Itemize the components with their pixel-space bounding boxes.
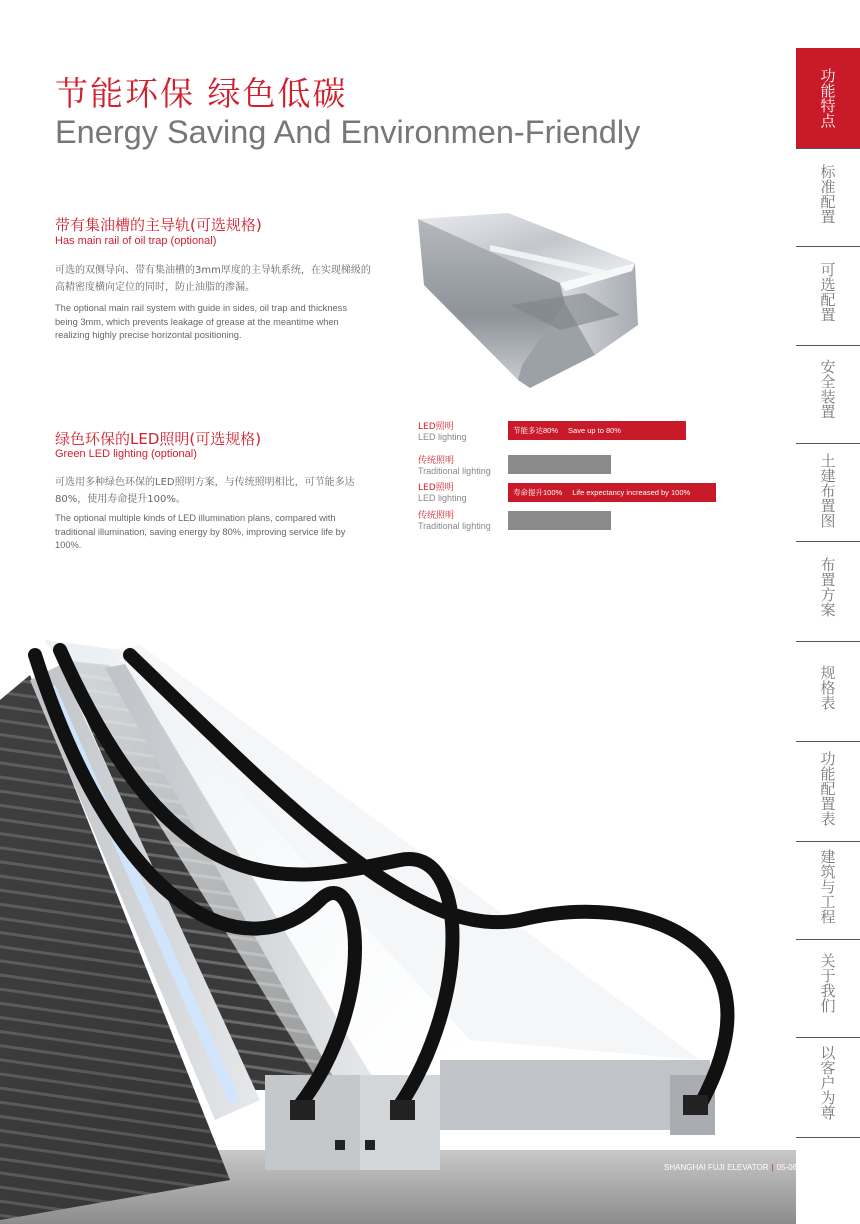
traditional-life-bar	[508, 511, 611, 530]
footer-brand: SHANGHAI FUJI ELEVATOR	[664, 1163, 769, 1172]
tab-optional-config[interactable]: 可选配置	[818, 262, 837, 322]
traditional-energy-bar	[508, 455, 611, 474]
rail-section-body-cn: 可选的双侧导向、带有集油槽的3mm厚度的主导轨系统，在实现梯级的高精密度横向定位的同时，防止油脂的渗漏。	[55, 265, 371, 293]
tab-about-us[interactable]: 关于我们	[818, 953, 837, 1013]
traditional-lighting-label-2: 传统照明 Traditional lighting	[418, 511, 491, 531]
page-footer: SHANGHAI FUJI ELEVATOR | 05-06	[664, 1163, 798, 1172]
led-section-body-en: The optional multiple kinds of LED illumination plans, compared with traditional illumination, saving energy by 80%, improving service life by 100%.	[55, 513, 346, 550]
tab-layout-plans[interactable]: 布置方案	[818, 557, 837, 617]
led-section-title-cn: 绿色环保的LED照明(可选规格)	[55, 430, 262, 448]
tab-safety-devices[interactable]: 安全装置	[818, 359, 837, 419]
side-navigation	[796, 48, 860, 1138]
page-title-en: Energy Saving And Environmen-Friendly	[55, 114, 641, 150]
tab-spec-table[interactable]: 规格表	[818, 665, 837, 710]
tab-customer-first[interactable]: 以客户为尊	[818, 1045, 837, 1120]
tab-civil-layout[interactable]: 土建布置图	[818, 453, 837, 528]
life-expectancy-bar: 寿命提升100% Life expectancy increased by 100%	[508, 483, 716, 502]
main-rail-image	[410, 205, 655, 390]
page-title-cn: 节能环保 绿色低碳	[55, 74, 348, 113]
traditional-lighting-label: 传统照明 Traditional lighting	[418, 456, 491, 476]
led-section-title-en: Green LED lighting (optional)	[55, 448, 197, 460]
led-lighting-label-2: LED照明 LED lighting	[418, 483, 467, 503]
tab-standard-config[interactable]: 标准配置	[818, 164, 837, 224]
tab-function-config[interactable]: 功能配置表	[818, 751, 837, 826]
rail-section-body-en: The optional main rail system with guide in sides, oil trap and thickness being 3mm, which prevents leakage of grease at the meantime when realizing highly precise horizontal positioning.	[55, 303, 347, 340]
tab-features[interactable]: 功能特点	[796, 48, 860, 148]
led-section-body-cn: 可选用多种绿色环保的LED照明方案，与传统照明相比，可节能多达80%，使用寿命提升100%。	[55, 477, 355, 505]
escalator-image	[0, 620, 796, 1224]
led-lighting-label: LED照明 LED lighting	[418, 422, 467, 442]
tab-architecture[interactable]: 建筑与工程	[818, 849, 837, 924]
rail-section-title-cn: 带有集油槽的主导轨(可选规格)	[55, 216, 262, 234]
page-numbers: 05-06	[776, 1163, 798, 1172]
energy-saving-bar: 节能多达80% Save up to 80%	[508, 421, 686, 440]
rail-section-title-en: Has main rail of oil trap (optional)	[55, 235, 217, 247]
